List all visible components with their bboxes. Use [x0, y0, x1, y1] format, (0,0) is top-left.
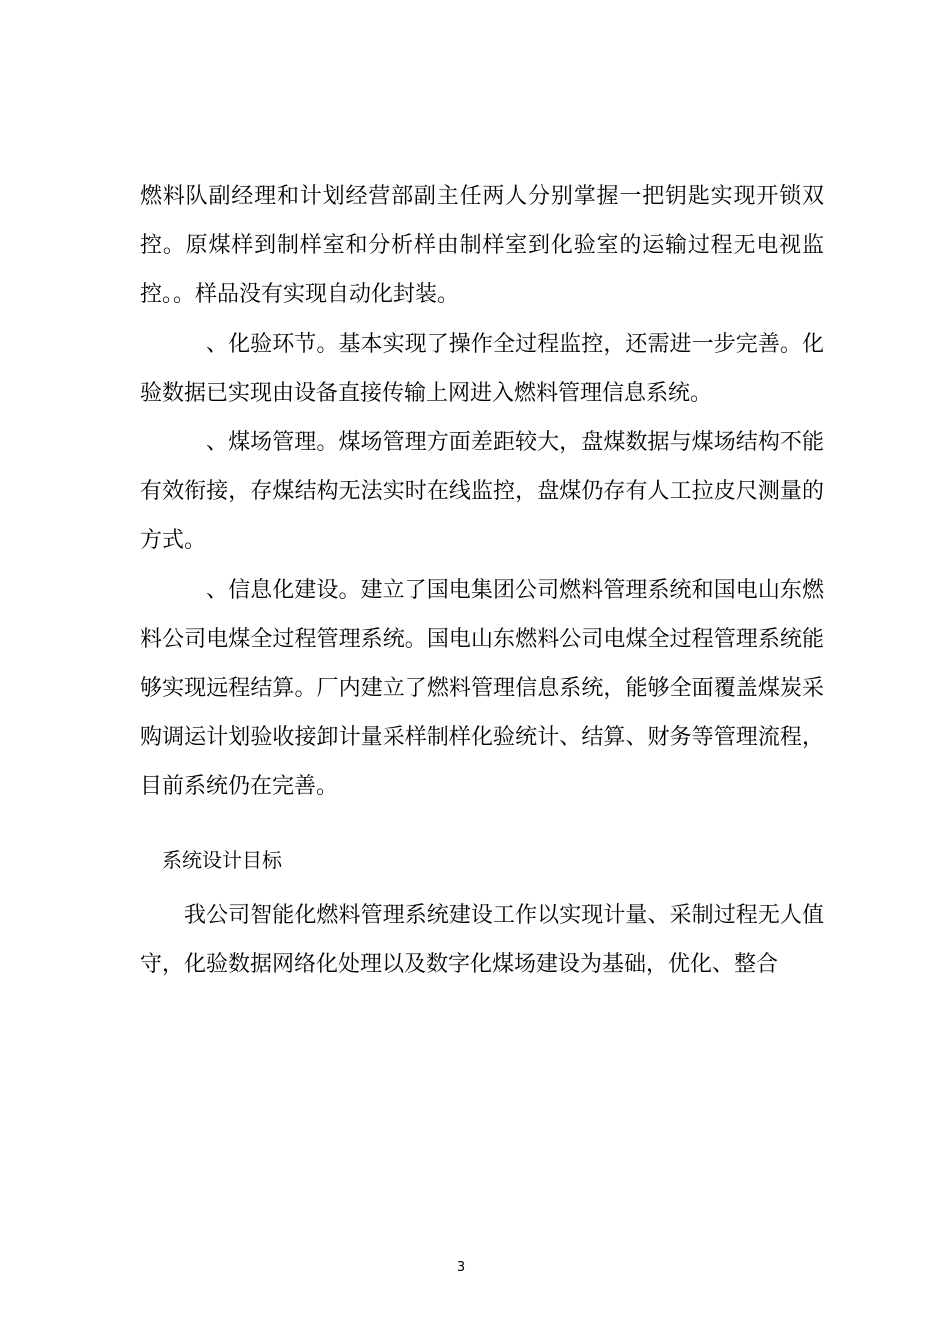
paragraph-coal-yard: 、煤场管理。煤场管理方面差距较大，盘煤数据与煤场结构不能有效衔接，存煤结构无法实时在线监控，盘煤仍存有人工拉皮尺测量的方式。 [140, 430, 824, 554]
paragraph-lab-testing: 、化验环节。基本实现了操作全过程监控，还需进一步完善。化验数据已实现由设备直接传输上网进入燃料管理信息系统。 [140, 331, 824, 406]
paragraph-sampling-transport: 燃料队副经理和计划经营部副主任两人分别掌握一把钥匙实现开锁双控。原煤样到制样室和分析样由制样室到化验室的运输过程无电视监控。。样品没有实现自动化封装。 [140, 184, 824, 308]
paragraph-informatization: 、信息化建设。建立了国电集团公司燃料管理系统和国电山东燃料公司电煤全过程管理系统。国电山东燃料公司电煤全过程管理系统能够实现远程结算。厂内建立了燃料管理信息系统，能够全面覆盖煤炭采购调运计划验收接卸计量采样制样化验统计、结算、财务等管理流程，目前系统仍在完善。 [140, 577, 824, 800]
section-body [140, 891, 824, 989]
section-heading: 系统设计目标 [162, 848, 282, 872]
paragraph-design-goal: 我公司智能化燃料管理系统建设工作以实现计量、采制过程无人值守，化验数据网络化处理以及数字化煤场建设为基础，优化、整合 [140, 903, 824, 978]
page-number: 3 [456, 1260, 466, 1275]
body-text-block [140, 172, 824, 812]
